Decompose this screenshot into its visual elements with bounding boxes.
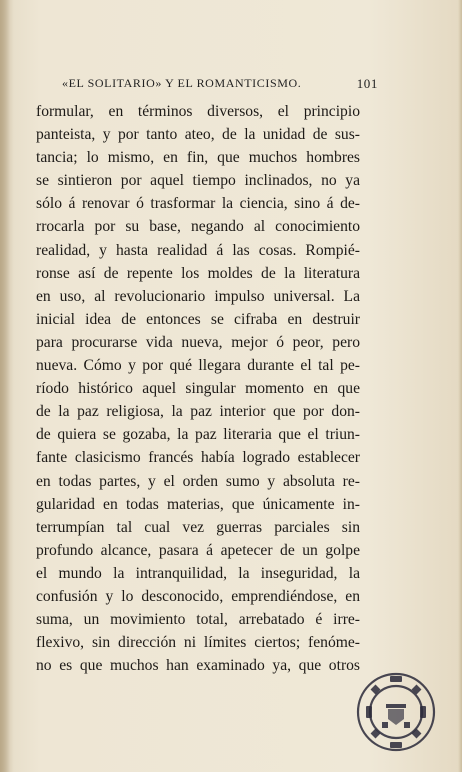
text-line: no es que muchos han examinado ya, que otros	[36, 657, 360, 675]
stamp-graphic	[352, 668, 440, 756]
body-text	[36, 100, 360, 677]
text-line: profundo alcance, pasara á apetecer de un golpe	[36, 541, 360, 559]
text-line: en todas partes, y el orden sumo y absoluta re-	[36, 472, 360, 490]
text-line: panteista, y por tanto ateo, de la unidad de sus-	[36, 126, 360, 144]
running-header	[62, 76, 378, 94]
text-line: inicial idea de entonces se cifraba en destruir	[36, 310, 360, 328]
text-line: flexivo, sin dirección ni límites ciertos; fenóme-	[36, 634, 360, 652]
text-line: nueva. Cómo y por qué llegara durante el tal pe-	[36, 357, 360, 375]
page-edge	[458, 0, 462, 772]
text-line: para procurarse vida nueva, mejor ó peor, pero	[36, 333, 360, 351]
text-line: formular, en términos diversos, el principio	[36, 103, 360, 120]
page-number: 101	[356, 76, 378, 91]
text-line: realidad, y hasta realidad á las cosas. Rompié-	[36, 241, 360, 259]
text-line: rrocarla por su base, negando al conocimiento	[36, 218, 360, 236]
text-line: de la paz religiosa, la paz interior que por don-	[36, 403, 360, 421]
text-line: suma, un movimiento total, arrebatado é irre-	[36, 611, 360, 629]
running-title: «EL SOLITARIO» Y EL ROMANTICISMO.	[62, 76, 302, 90]
text-line: en uso, al revolucionario impulso universal. La	[36, 287, 360, 305]
text-line: tancia; lo mismo, en fin, que muchos hombres	[36, 149, 360, 167]
library-stamp-icon	[352, 668, 440, 756]
text-line: se sintieron por aquel tiempo inclinados, no ya	[36, 172, 360, 190]
text-line: de quiera se gozaba, la paz literaria que el triun-	[36, 426, 360, 444]
gutter-shadow	[0, 0, 10, 772]
text-line: gularidad en todas materias, que únicamente in-	[36, 495, 360, 513]
text-line: confusión y lo desconocido, emprendiéndose, en	[36, 587, 360, 605]
text-line: fante clasicismo francés había logrado establecer	[36, 449, 360, 467]
text-line: terrumpían tal cual vez guerras parciales sin	[36, 518, 360, 536]
text-line: el mundo la intranquilidad, la inseguridad, la	[36, 564, 360, 582]
text-line: ronse así de repente los moldes de la literatura	[36, 264, 360, 282]
text-line: sólo á renovar ó trasformar la ciencia, sino á de-	[36, 195, 360, 213]
text-line: ríodo histórico aquel singular momento en que	[36, 380, 360, 398]
